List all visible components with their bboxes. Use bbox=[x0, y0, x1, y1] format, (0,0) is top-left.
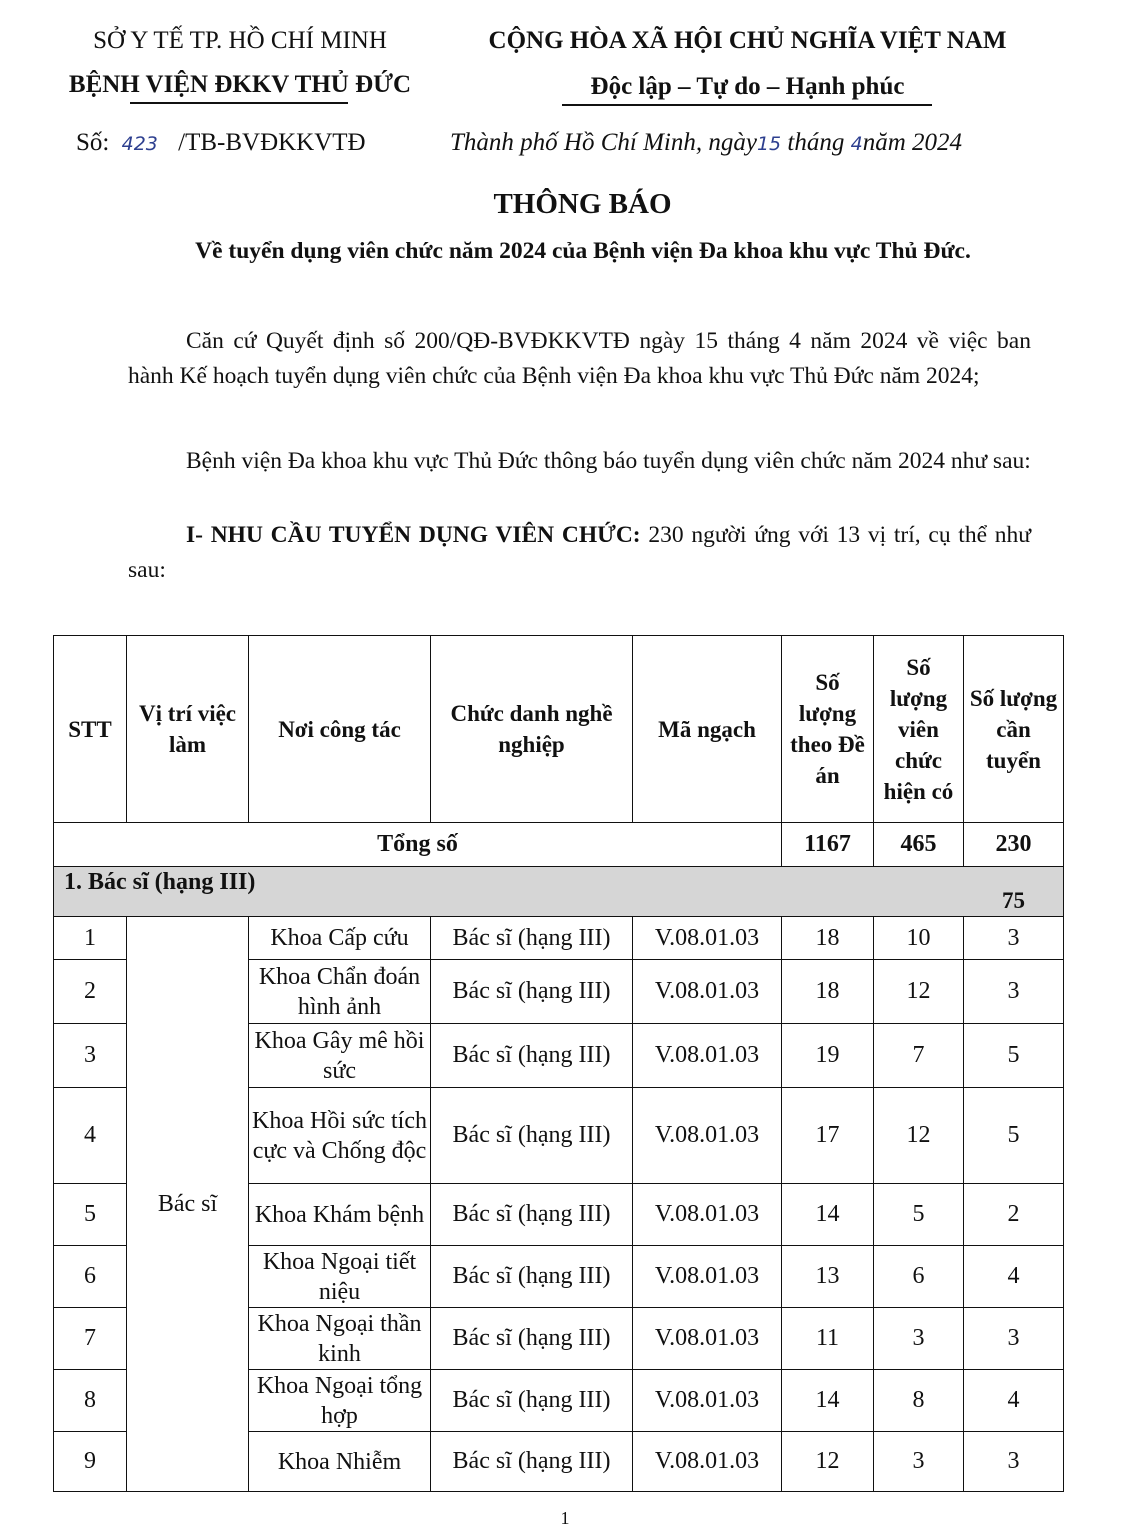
row-ma-ngach: V.08.01.03 bbox=[633, 1024, 782, 1088]
row-chuc-danh: Bác sĩ (hạng III) bbox=[431, 917, 633, 960]
row-stt: 6 bbox=[54, 1246, 127, 1308]
row-so-luong-hien-co: 3 bbox=[874, 1432, 964, 1492]
total-label: Tổng số bbox=[54, 823, 782, 867]
row-so-luong-hien-co: 7 bbox=[874, 1024, 964, 1088]
paragraph-announcement: Bệnh viện Đa khoa khu vực Thủ Đức thông báo tuyển dụng viên chức năm 2024 như sau: bbox=[186, 448, 1031, 474]
national-motto: Độc lập – Tự do – Hạnh phúc bbox=[590, 73, 905, 100]
section-text: 230 người ứng với 13 vị trí, cụ thể như sau: bbox=[128, 522, 1031, 583]
row-so-luong-de-an: 17 bbox=[782, 1088, 874, 1184]
motto-underline bbox=[562, 104, 932, 106]
total-row bbox=[54, 823, 1064, 867]
row-noi-cong-tac: Khoa Nhiễm bbox=[249, 1432, 431, 1492]
paragraph-legal-basis: Căn cứ Quyết định số 200/QĐ-BVĐKKVTĐ ngày 15 tháng 4 năm 2024 về việc ban hành Kế hoạch tuyển dụng viên chức của Bệnh viện Đa khoa khu vực Thủ Đức năm 2024; bbox=[128, 328, 1031, 389]
row-so-luong-de-an: 12 bbox=[782, 1432, 874, 1492]
row-chuc-danh: Bác sĩ (hạng III) bbox=[431, 1088, 633, 1184]
country-name: CỘNG HÒA XÃ HỘI CHỦ NGHĨA VIỆT NAM bbox=[488, 27, 1007, 54]
row-so-luong-can-tuyen: 3 bbox=[964, 1308, 1064, 1370]
row-so-luong-de-an: 13 bbox=[782, 1246, 874, 1308]
page-number: 1 bbox=[560, 1508, 570, 1528]
row-stt: 5 bbox=[54, 1184, 127, 1246]
row-chuc-danh: Bác sĩ (hạng III) bbox=[431, 1184, 633, 1246]
row-ma-ngach: V.08.01.03 bbox=[633, 917, 782, 960]
row-noi-cong-tac: Khoa Khám bệnh bbox=[249, 1184, 431, 1246]
row-so-luong-hien-co: 5 bbox=[874, 1184, 964, 1246]
header-so-luong-hien-co: Số lượng viên chức hiện có bbox=[874, 636, 964, 823]
row-ma-ngach: V.08.01.03 bbox=[633, 1308, 782, 1370]
row-so-luong-de-an: 18 bbox=[782, 917, 874, 960]
row-noi-cong-tac: Khoa Hồi sức tích cực và Chống độc bbox=[249, 1088, 431, 1184]
hospital-underline bbox=[130, 102, 348, 104]
row-so-luong-de-an: 14 bbox=[782, 1184, 874, 1246]
header-noi-cong-tac: Nơi công tác bbox=[249, 636, 431, 823]
row-stt: 7 bbox=[54, 1308, 127, 1370]
row-so-luong-can-tuyen: 4 bbox=[964, 1246, 1064, 1308]
header-so-luong-de-an: Số lượng theo Đề án bbox=[782, 636, 874, 823]
row-ma-ngach: V.08.01.03 bbox=[633, 1432, 782, 1492]
row-ma-ngach: V.08.01.03 bbox=[633, 960, 782, 1024]
row-so-luong-de-an: 18 bbox=[782, 960, 874, 1024]
row-noi-cong-tac: Khoa Chẩn đoán hình ảnh bbox=[249, 960, 431, 1024]
row-stt: 1 bbox=[54, 917, 127, 960]
table-body bbox=[54, 917, 1064, 1492]
recruitment-table bbox=[53, 635, 1064, 1492]
row-so-luong-hien-co: 8 bbox=[874, 1370, 964, 1432]
document-date: Thành phố Hồ Chí Minh, ngày15 tháng 4năm 2024 bbox=[450, 129, 962, 156]
document-number: Số: 423 /TB-BVĐKKVTĐ bbox=[76, 129, 366, 156]
row-ma-ngach: V.08.01.03 bbox=[633, 1370, 782, 1432]
handwritten-month: 4 bbox=[850, 133, 863, 155]
handwritten-day: 15 bbox=[756, 133, 782, 155]
row-so-luong-can-tuyen: 3 bbox=[964, 917, 1064, 960]
row-stt: 2 bbox=[54, 960, 127, 1024]
row-chuc-danh: Bác sĩ (hạng III) bbox=[431, 1246, 633, 1308]
row-stt: 3 bbox=[54, 1024, 127, 1088]
header-so-luong-can-tuyen: Số lượng cần tuyển bbox=[964, 636, 1064, 823]
row-stt: 8 bbox=[54, 1370, 127, 1432]
row-noi-cong-tac: Khoa Gây mê hồi sức bbox=[249, 1024, 431, 1088]
row-noi-cong-tac: Khoa Ngoại tổng hợp bbox=[249, 1370, 431, 1432]
row-so-luong-can-tuyen: 2 bbox=[964, 1184, 1064, 1246]
row-so-luong-can-tuyen: 3 bbox=[964, 960, 1064, 1024]
total-de-an: 1167 bbox=[782, 823, 874, 867]
row-ma-ngach: V.08.01.03 bbox=[633, 1246, 782, 1308]
group-label: 1. Bác sĩ (hạng III) bbox=[64, 869, 256, 895]
row-so-luong-de-an: 11 bbox=[782, 1308, 874, 1370]
row-ma-ngach: V.08.01.03 bbox=[633, 1184, 782, 1246]
header-stt: STT bbox=[54, 636, 127, 823]
table-row bbox=[54, 917, 1064, 960]
row-chuc-danh: Bác sĩ (hạng III) bbox=[431, 1370, 633, 1432]
handwritten-number: 423 bbox=[121, 133, 158, 155]
total-hien-co: 465 bbox=[874, 823, 964, 867]
row-so-luong-can-tuyen: 5 bbox=[964, 1088, 1064, 1184]
header-vi-tri: Vị trí việc làm bbox=[127, 636, 249, 823]
total-can-tuyen: 230 bbox=[964, 823, 1064, 867]
row-so-luong-hien-co: 3 bbox=[874, 1308, 964, 1370]
row-so-luong-can-tuyen: 4 bbox=[964, 1370, 1064, 1432]
row-chuc-danh: Bác sĩ (hạng III) bbox=[431, 1308, 633, 1370]
row-so-luong-can-tuyen: 5 bbox=[964, 1024, 1064, 1088]
row-noi-cong-tac: Khoa Ngoại thần kinh bbox=[249, 1308, 431, 1370]
hospital-name: BỆNH VIỆN ĐKKV THỦ ĐỨC bbox=[68, 71, 412, 98]
section-one bbox=[128, 518, 1031, 588]
document-subtitle: Về tuyển dụng viên chức năm 2024 của Bệnh viện Đa khoa khu vực Thủ Đức. bbox=[195, 238, 971, 264]
agency-name: SỞ Y TẾ TP. HỒ CHÍ MINH bbox=[93, 27, 387, 54]
header-ma-ngach: Mã ngạch bbox=[633, 636, 782, 823]
row-ma-ngach: V.08.01.03 bbox=[633, 1088, 782, 1184]
group-can-tuyen: 75 bbox=[1002, 888, 1025, 913]
row-noi-cong-tac: Khoa Cấp cứu bbox=[249, 917, 431, 960]
row-noi-cong-tac: Khoa Ngoại tiết niệu bbox=[249, 1246, 431, 1308]
row-so-luong-hien-co: 12 bbox=[874, 1088, 964, 1184]
row-stt: 9 bbox=[54, 1432, 127, 1492]
row-so-luong-de-an: 14 bbox=[782, 1370, 874, 1432]
row-so-luong-can-tuyen: 3 bbox=[964, 1432, 1064, 1492]
row-so-luong-hien-co: 12 bbox=[874, 960, 964, 1024]
row-so-luong-de-an: 19 bbox=[782, 1024, 874, 1088]
row-so-luong-hien-co: 6 bbox=[874, 1246, 964, 1308]
row-stt: 4 bbox=[54, 1088, 127, 1184]
document-title: THÔNG BÁO bbox=[493, 188, 672, 220]
position-cell: Bác sĩ bbox=[127, 917, 249, 1492]
row-so-luong-hien-co: 10 bbox=[874, 917, 964, 960]
row-chuc-danh: Bác sĩ (hạng III) bbox=[431, 1432, 633, 1492]
section-heading: I- NHU CẦU TUYỂN DỤNG VIÊN CHỨC: bbox=[186, 522, 641, 548]
group-row bbox=[54, 867, 1064, 917]
header-chuc-danh: Chức danh nghề nghiệp bbox=[431, 636, 633, 823]
table-header-row bbox=[54, 636, 1064, 823]
row-chuc-danh: Bác sĩ (hạng III) bbox=[431, 960, 633, 1024]
group-cell bbox=[54, 867, 1064, 917]
row-chuc-danh: Bác sĩ (hạng III) bbox=[431, 1024, 633, 1088]
